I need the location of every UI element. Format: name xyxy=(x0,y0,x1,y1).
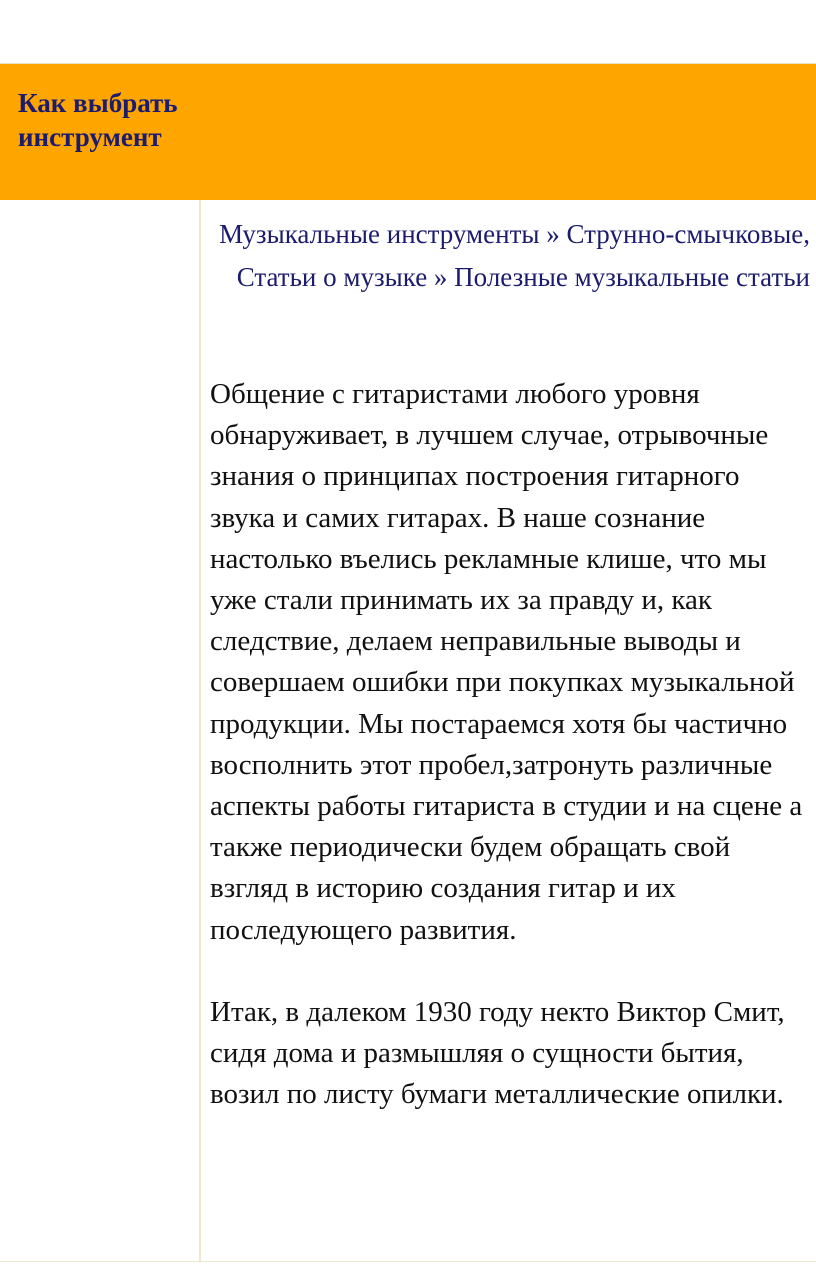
left-column-cell xyxy=(0,200,200,1262)
article-paragraph-2: Итак, в далеком 1930 году некто Виктор Смит, сидя дома и размышляя о сущности бытия, возил по листу бумаги металлические опилки. xyxy=(210,995,785,1111)
article-body xyxy=(210,374,810,1115)
article-paragraph-1: Общение с гитаристами любого уровня обнаруживает, в лучшем случае, отрывочные знания о принципах построения гитарного звука и самих гитарах. В наше сознание настолько въелись рекламные клише, что мы уже стали принимать их за правду и, как следствие, делаем неправильные выводы и совершаем ошибки при покупках музыкальной продукции. Мы постараемся хотя бы частично восполнить этот пробел,затронуть различные аспекты работы гитариста в студии и на сцене а также периодически будем обращать свой взгляд в историю создания гитар и их последующего развития. xyxy=(210,378,803,946)
breadcrumb: Музыкальные инструменты » Струнно-смычковые, Статьи о музыке » Полезные музыкальные статьи xyxy=(219,219,810,292)
page-title: Как выбрать инструмент xyxy=(18,88,178,152)
